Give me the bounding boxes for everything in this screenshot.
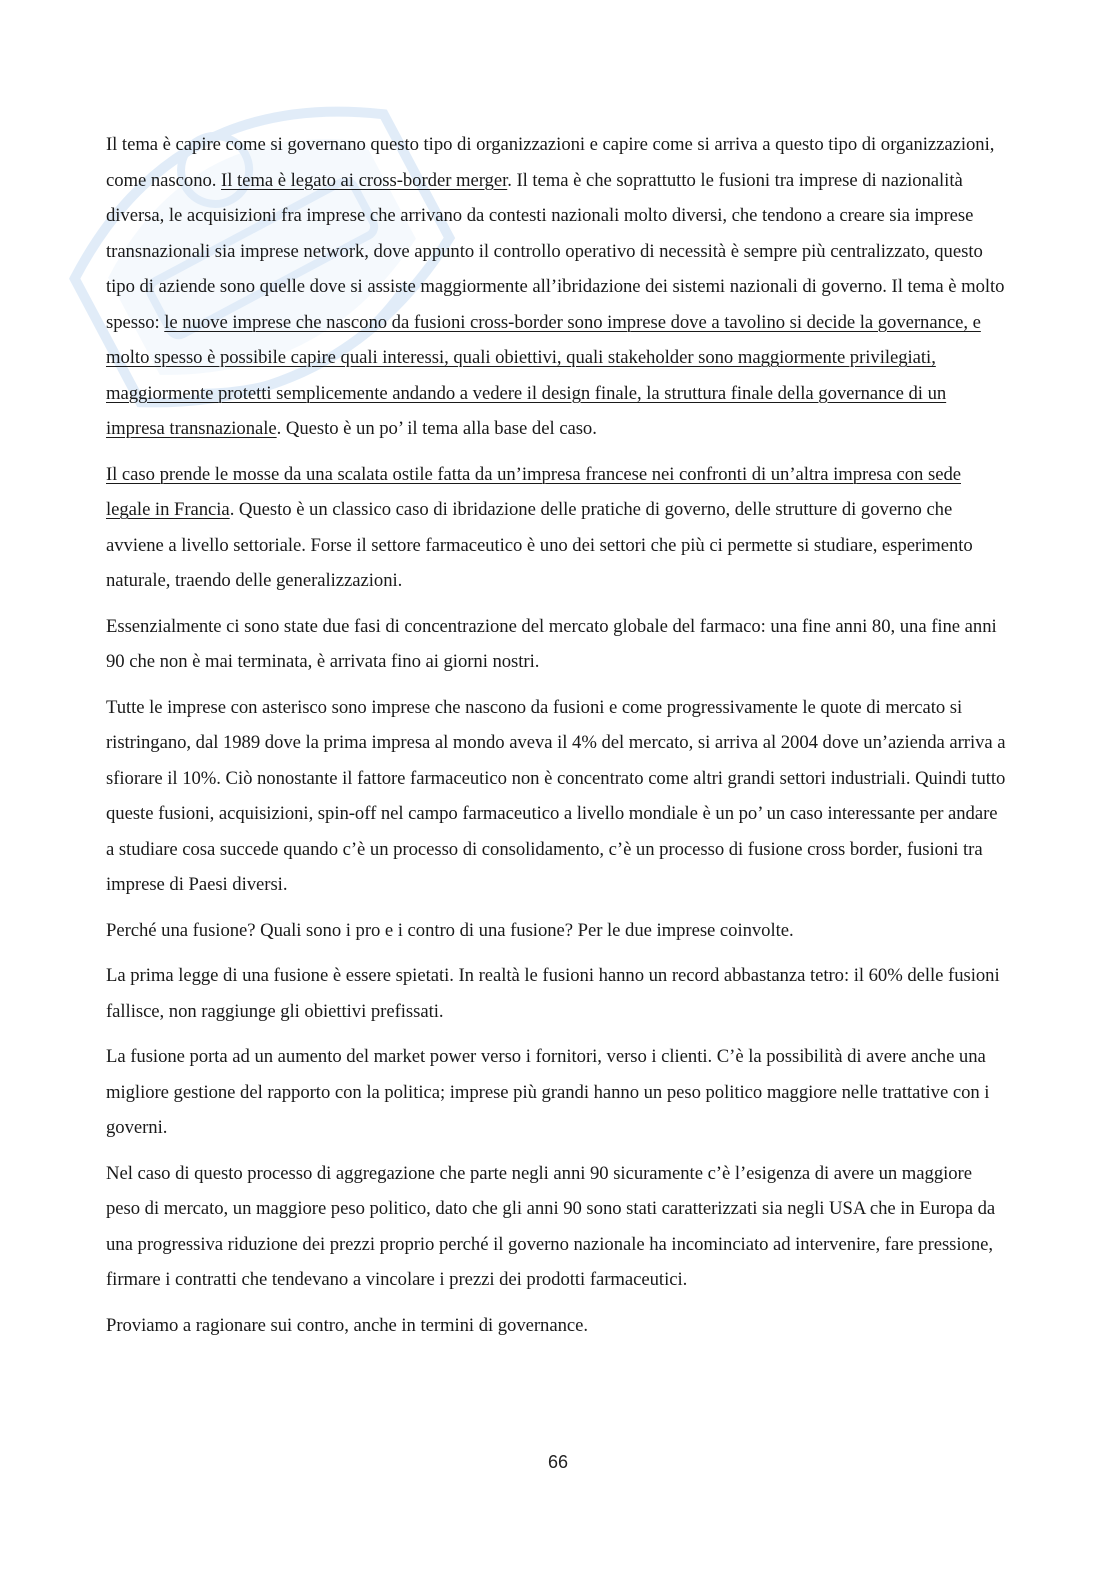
text-segment: Il tema è capire come si governano questo tipo di organizzazioni e capire come si arriva a questo tipo di organizzazioni, come nascono. xyxy=(106,134,995,191)
text-segment: . Il tema è che soprattutto le fusioni tra imprese di nazionalità diversa, le acquisizioni fra imprese che arrivano da contesti nazionali molto diversi, che tendono a creare sia imprese transnazionali sia imprese network, dove appunto il controllo operativo di necessità è sempre più centralizzato, questo tipo di aziende sono quelle dove si assiste maggiormente all’ibridazione dei sistemi nazionali di governo. Il tema è molto spesso: xyxy=(106,169,1005,333)
paragraph xyxy=(106,1308,1006,1344)
document-body xyxy=(106,127,1006,1353)
paragraph xyxy=(106,609,1006,680)
underlined-text: le nuove imprese che nascono da fusioni cross-border sono imprese dove a tavolino si decide la governance, e molto spesso è possibile capire quali interessi, quali obiettivi, quali stakeholder sono maggiormente privilegiati, maggiormente protetti semplicemente andando a vedere il design finale, la struttura finale della governance di un impresa transnazionale xyxy=(106,311,981,439)
underlined-text: Il tema è legato ai cross-border merger xyxy=(221,169,508,191)
paragraph xyxy=(106,1039,1006,1146)
text-segment: Tutte le imprese con asterisco sono imprese che nascono da fusioni e come progressivamente le quote di mercato si ristringano, dal 1989 dove la prima impresa al mondo aveva il 4% del mercato, si arriva al 2004 dove un’azienda arriva a sfiorare il 10%. Ciò nonostante il fattore farmaceutico non è concentrato come altri grandi settori industriali. Quindi tutto queste fusioni, acquisizioni, spin-off nel campo farmaceutico a livello mondiale è un po’ un caso interessante per andare a studiare cosa succede quando c’è un processo di consolidamento, c’è un processo di fusione cross border, fusioni tra imprese di Paesi diversi. xyxy=(106,696,1006,895)
paragraph xyxy=(106,1156,1006,1298)
text-segment: La fusione porta ad un aumento del market power verso i fornitori, verso i clienti. C’è la possibilità di avere anche una migliore gestione del rapporto con la politica; imprese più grandi hanno un peso politico maggiore nelle trattative con i governi. xyxy=(106,1046,990,1138)
text-segment: . Questo è un classico caso di ibridazione delle pratiche di governo, delle strutture di governo che avviene a livello settoriale. Forse il settore farmaceutico è uno dei settori che più ci permette si studiare, esperimento naturale, traendo delle generalizzazioni. xyxy=(106,499,973,591)
text-segment: Nel caso di questo processo di aggregazione che parte negli anni 90 sicuramente c’è l’esigenza di avere un maggiore peso di mercato, un maggiore peso politico, dato che gli anni 90 sono stati caratterizzati sia negli USA che in Europa da una progressiva riduzione dei prezzi proprio perché il governo nazionale ha incominciato ad intervenire, fare pressione, firmare i contratti che tendevano a vincolare i prezzi dei prodotti farmaceutici. xyxy=(106,1162,996,1290)
text-segment: La prima legge di una fusione è essere spietati. In realtà le fusioni hanno un record abbastanza tetro: il 60% delle fusioni fallisce, non raggiunge gli obiettivi prefissati. xyxy=(106,965,1000,1022)
paragraph xyxy=(106,913,1006,949)
paragraph xyxy=(106,690,1006,903)
paragraph xyxy=(106,127,1006,447)
text-segment: Perché una fusione? Quali sono i pro e i contro di una fusione? Per le due imprese coinvolte. xyxy=(106,919,794,941)
underlined-text: Il caso prende le mosse da una scalata ostile fatta da un’impresa francese nei confronti di un’altra impresa con sede legale in Francia xyxy=(106,463,961,520)
page-number: 66 xyxy=(547,1452,569,1472)
paragraph xyxy=(106,457,1006,599)
paragraph xyxy=(106,958,1006,1029)
text-segment: . Questo è un po’ il tema alla base del caso. xyxy=(276,418,597,439)
text-segment: Essenzialmente ci sono state due fasi di concentrazione del mercato globale del farmaco: una fine anni 80, una fine anni 90 che non è mai terminata, è arrivata fino ai giorni nostri. xyxy=(106,615,997,672)
text-segment: Proviamo a ragionare sui contro, anche in termini di governance. xyxy=(106,1314,588,1336)
